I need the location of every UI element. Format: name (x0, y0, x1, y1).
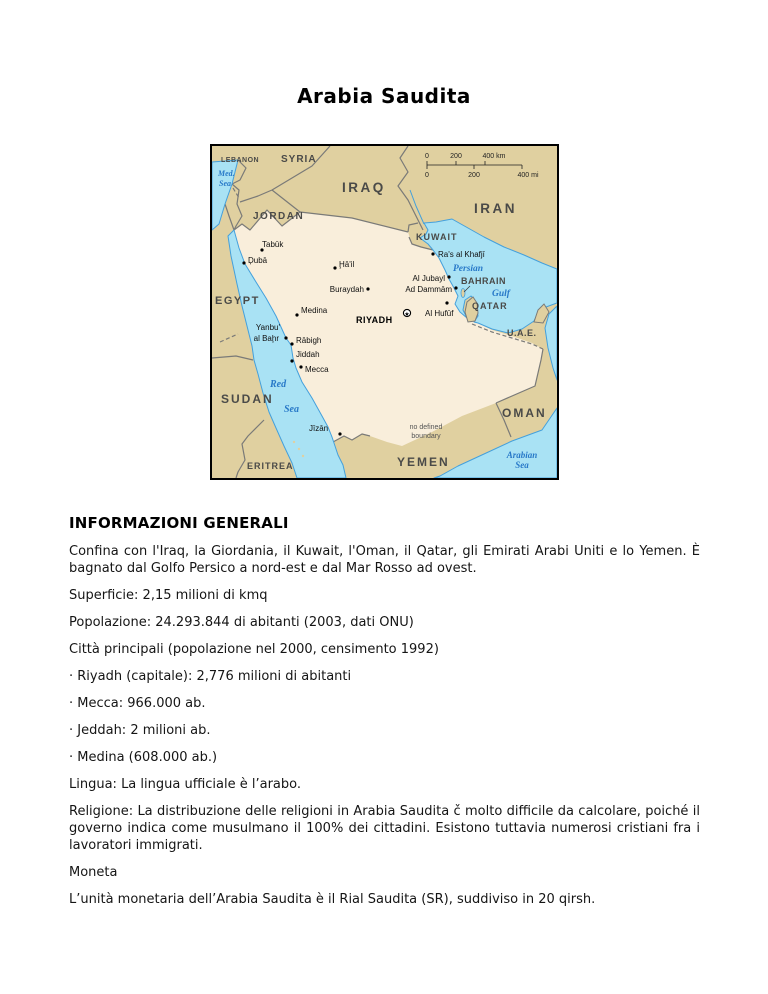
dot-ras-al-khafji (431, 252, 434, 255)
dot-al-jubayl (447, 275, 450, 278)
label-iran: IRAN (474, 201, 517, 216)
island-speck (298, 448, 300, 450)
label-al-hufuf: Al Hufūf (425, 309, 454, 318)
scale-mi-0: 0 (425, 172, 429, 179)
paragraph-borders: Confina con l'Iraq, la Giordania, il Kuwait, l'Oman, il Qatar, gli Emirati Arabi Uniti e lo Yemen. È bagnato dal Golfo Persico a nord-est e dal Mar Rosso ad ovest. (69, 544, 700, 576)
label-sudan: SUDAN (221, 392, 274, 406)
dot-rabigh (290, 342, 293, 345)
island-speck (293, 441, 295, 443)
scale-km-0: 0 (425, 153, 429, 160)
label-hail: Ḩā'il (339, 260, 355, 269)
paragraph-area: Superficie: 2,15 milioni di kmq (69, 588, 268, 603)
list-item-jeddah: · Jeddah: 2 milioni ab. (69, 723, 211, 738)
label-tabuk: Tabūk (262, 240, 284, 249)
label-duba: Ḑubā (248, 256, 268, 265)
label-riyadh: RIYADH (356, 315, 393, 325)
label-med-sea-2: Sea (219, 179, 231, 188)
label-rabigh: Rābigh (296, 336, 322, 345)
list-item-riyadh: · Riyadh (capitale): 2,776 milioni di abitanti (69, 669, 352, 684)
paragraph-currency: L’unità monetaria dell’Arabia Saudita è il Rial Saudita (SR), suddiviso in 20 qirsh. (69, 892, 596, 907)
label-uae: U.A.E. (507, 328, 537, 338)
label-red-sea-1: Red (270, 379, 287, 390)
label-persian: Persian (453, 264, 484, 274)
label-egypt: EGYPT (215, 295, 260, 307)
scale-km-200: 200 (450, 153, 462, 160)
label-red-sea-2: Sea (284, 404, 299, 415)
label-kuwait: KUWAIT (416, 232, 458, 242)
label-medina: Medina (301, 306, 328, 315)
section-heading: INFORMAZIONI GENERALI (69, 514, 289, 532)
label-yanbu-line2: al Baḩr (253, 334, 279, 343)
dot-hail (333, 266, 336, 269)
scale-mi-400: 400 mi (517, 172, 539, 179)
dot-jizan (338, 432, 341, 435)
label-mecca: Mecca (305, 365, 329, 374)
dot-al-hufuf (445, 301, 448, 304)
label-qatar: QATAR (472, 301, 508, 311)
label-yemen: YEMEN (397, 455, 450, 469)
paragraph-language: Lingua: La lingua ufficiale è l’arabo. (69, 777, 301, 792)
no-defined-boundary-note-1: no defined (409, 424, 443, 431)
dot-jiddah (290, 359, 293, 362)
label-syria: SYRIA (281, 154, 317, 165)
label-bahrain: BAHRAIN (461, 276, 506, 286)
paragraph-main-cities: Città principali (popolazione nel 2000, censimento 1992) (69, 642, 439, 657)
label-oman: OMAN (502, 406, 547, 420)
label-arabian-sea-1: Arabian (506, 450, 538, 460)
label-arabian-sea-2: Sea (515, 460, 529, 470)
list-item-medina: · Medina (608.000 ab.) (69, 750, 218, 765)
label-lebanon: LEBANON (221, 157, 260, 164)
capital-star-glyph: ★ (404, 310, 410, 318)
label-jizan: Jīzān (309, 424, 329, 433)
saudi-arabia-map (210, 144, 559, 480)
general-info-section (69, 514, 700, 918)
paragraph-religion: Religione: La distribuzione delle religioni in Arabia Saudita č molto difficile da calcolare, poiché il governo indica come musulmano il 100% dei cittadini. Esistono tuttavia numerosi cristiani fra i lavoratori immigrati. (69, 804, 700, 853)
label-med-sea-1: Med. (218, 169, 235, 178)
label-jordan: JORDAN (253, 211, 305, 222)
island-speck (302, 455, 304, 457)
map-image (212, 146, 557, 478)
scale-km-400: 400 km (482, 153, 506, 160)
label-eritrea: ERITREA (247, 461, 294, 471)
paragraph-currency-heading: Moneta (69, 865, 118, 880)
label-ad-dammam: Ad Dammām (405, 285, 452, 294)
dot-duba (242, 261, 245, 264)
scale-mi-200: 200 (468, 172, 480, 179)
dot-medina (295, 313, 298, 316)
label-yanbu-line1: Yanbu' (255, 323, 280, 332)
label-buraydah: Buraydah (329, 285, 364, 294)
label-jiddah: Jiddah (296, 350, 320, 359)
dot-mecca (299, 365, 302, 368)
label-ras-al-khafji: Ra's al Khafjī (438, 250, 485, 259)
dot-ad-dammam (454, 286, 457, 289)
bahrain-island (461, 289, 465, 298)
no-defined-boundary-note-2: boundary (411, 433, 441, 440)
dot-buraydah (366, 287, 369, 290)
label-al-jubayl: Al Jubayl (412, 274, 445, 283)
paragraph-population: Popolazione: 24.293.844 di abitanti (2003, dati ONU) (69, 615, 414, 630)
label-iraq: IRAQ (342, 180, 386, 195)
dot-yanbu (284, 336, 287, 339)
list-item-mecca: · Mecca: 966.000 ab. (69, 696, 206, 711)
label-gulf: Gulf (492, 289, 510, 299)
page-title: Arabia Saudita (297, 84, 471, 108)
